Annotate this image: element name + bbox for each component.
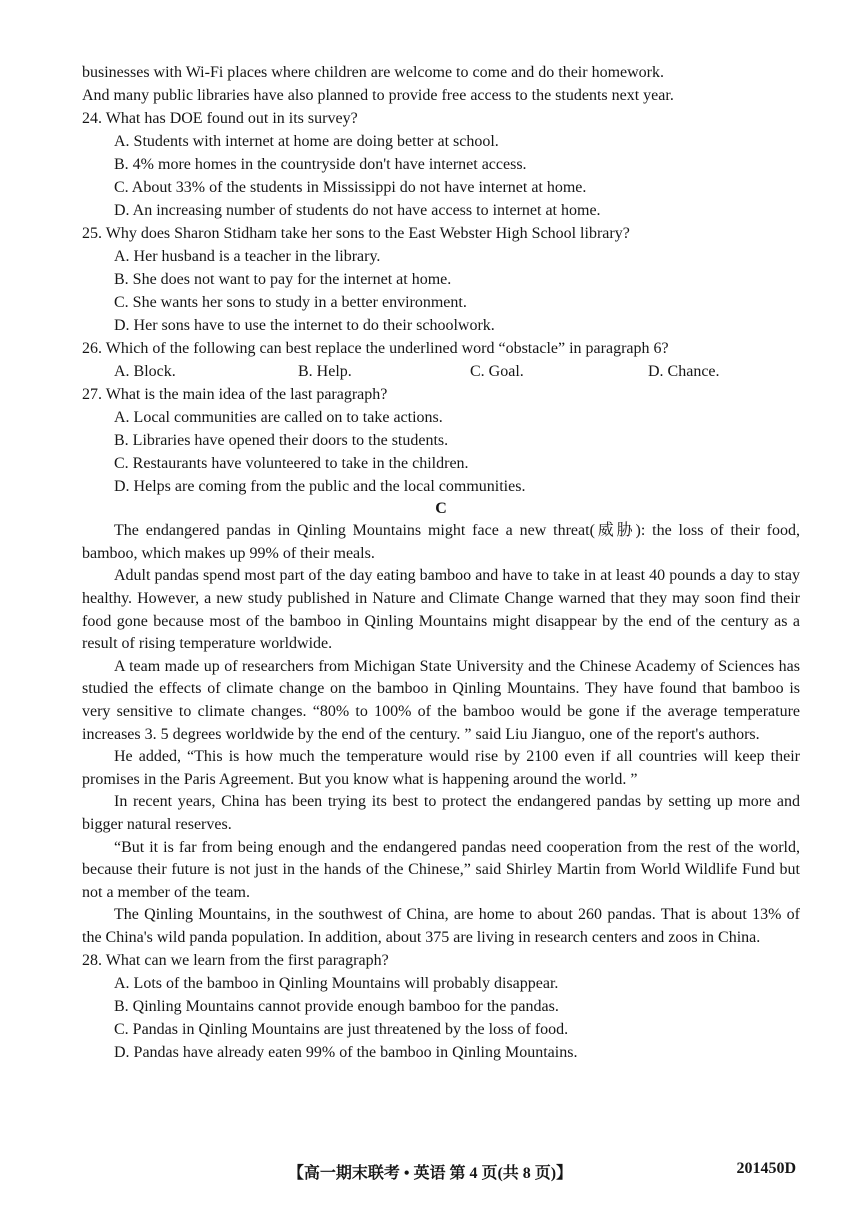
option-b: B. She does not want to pay for the internet at home. — [114, 271, 452, 289]
question-25 — [82, 222, 800, 337]
option-c: C. Pandas in Qinling Mountains are just threatened by the loss of food. — [114, 1021, 569, 1039]
option-a: A. Block. — [114, 363, 176, 381]
option-d: D. An increasing number of students do not have access to internet at home. — [114, 202, 601, 220]
option-c: C. Restaurants have volunteered to take in the children. — [114, 455, 469, 473]
option-b: B. Libraries have opened their doors to the students. — [114, 432, 449, 450]
footer-exam-code: 201450D — [736, 1160, 796, 1177]
section-heading: C — [435, 500, 447, 518]
passage-paragraph: In recent years, China has been trying its best to protect the endangered pandas by setting up more and bigger natural reserves. — [82, 793, 800, 833]
option-a: A. Lots of the bamboo in Qinling Mountains will probably disappear. — [114, 975, 559, 993]
option-b: B. Help. — [298, 363, 352, 381]
option-d: D. Pandas have already eaten 99% of the bamboo in Qinling Mountains. — [114, 1044, 578, 1062]
question-28 — [82, 949, 800, 1064]
options-row — [82, 360, 800, 383]
question-stem: 25. Why does Sharon Stidham take her sons to the East Webster High School library? — [82, 225, 630, 243]
passage-c — [82, 520, 800, 949]
option-c: C. About 33% of the students in Mississippi do not have internet at home. — [114, 179, 587, 197]
question-stem: 24. What has DOE found out in its survey? — [82, 110, 358, 128]
question-27 — [82, 383, 800, 498]
option-c: C. She wants her sons to study in a better environment. — [114, 294, 467, 312]
option-d: D. Chance. — [648, 363, 720, 381]
passage-paragraph: He added, “This is how much the temperature would rise by 2100 even if all countries will keep their promises in the Paris Agreement. But you know what is happening around the world. ” — [82, 748, 800, 788]
passage-paragraph: “But it is far from being enough and the endangered pandas need cooperation from the rest of the world, because their future is not just in the hands of the Chinese,” said Shirley Martin from World Wildlife Fund but not a member of the team. — [82, 838, 800, 901]
passage-b-ending-line: And many public libraries have also planned to provide free access to the students next year. — [82, 86, 674, 104]
question-stem: 26. Which of the following can best replace the underlined word “obstacle” in paragraph 6? — [82, 340, 669, 358]
option-b: B. Qinling Mountains cannot provide enough bamboo for the pandas. — [114, 998, 559, 1016]
option-a: A. Local communities are called on to take actions. — [114, 409, 443, 427]
page-content — [82, 62, 800, 1064]
question-26 — [82, 337, 800, 383]
footer-page-info: 【高一期末联考 • 英语 第 4 页(共 8 页)】 — [287, 1165, 573, 1182]
passage-paragraph: The Qinling Mountains, in the southwest of China, are home to about 260 pandas. That is about 13% of the China's wild panda population. In addition, about 375 are living in research centers and zoos in China. — [82, 906, 800, 946]
passage-paragraph: Adult pandas spend most part of the day eating bamboo and have to take in at least 40 pounds a day to stay healthy. However, a new study published in Nature and Climate Change warned that they may soon find their food gone because most of the bamboo in Qinling Mountains might disappear by the end of the century as a result of rising temperature worldwide. — [82, 567, 800, 653]
option-c: C. Goal. — [470, 363, 524, 381]
option-a: A. Students with internet at home are doing better at school. — [114, 133, 499, 151]
question-stem: 28. What can we learn from the first paragraph? — [82, 952, 389, 970]
question-stem: 27. What is the main idea of the last paragraph? — [82, 386, 388, 404]
question-24 — [82, 107, 800, 222]
option-d: D. Her sons have to use the internet to do their schoolwork. — [114, 317, 495, 335]
option-d: D. Helps are coming from the public and the local communities. — [114, 478, 526, 496]
passage-b-ending-line: businesses with Wi-Fi places where children are welcome to come and do their homework. — [82, 64, 664, 81]
passage-paragraph: The endangered pandas in Qinling Mountains might face a new threat(威胁): the loss of their food, bamboo, which makes up 99% of their meals. — [82, 522, 800, 562]
passage-paragraph: A team made up of researchers from Michigan State University and the Chinese Academy of Sciences has studied the effects of climate change on the bamboo in Qinling Mountains. They have found that bamboo is very sensitive to climate changes. “80% to 100% of the bamboo would be gone if the average temperature increases 3. 5 degrees worldwide by the end of the century. ” said Liu Jianguo, one of the report's authors. — [82, 657, 800, 743]
option-b: B. 4% more homes in the countryside don't have internet access. — [114, 156, 527, 174]
option-a: A. Her husband is a teacher in the library. — [114, 248, 381, 266]
